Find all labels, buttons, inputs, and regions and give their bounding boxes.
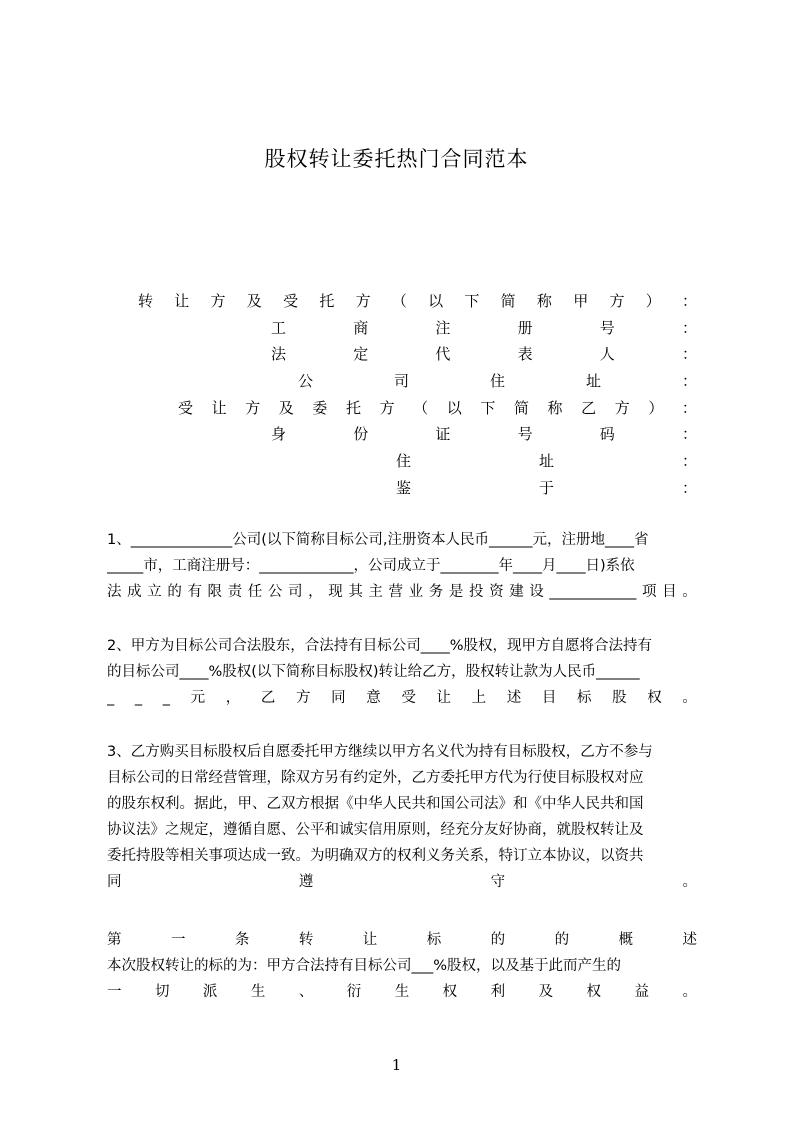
- text-char: 上: [471, 690, 487, 706]
- text-char: 股: [612, 690, 627, 706]
- text-char: 。: [682, 984, 697, 1000]
- whereas-field: [396, 478, 697, 498]
- text-char: 任: [247, 584, 263, 600]
- text-char: 受: [283, 292, 299, 310]
- text-char: 营: [388, 584, 404, 600]
- text-char: 述: [682, 932, 697, 948]
- text-char: 以: [446, 399, 462, 417]
- text-char: 一: [170, 932, 186, 948]
- text-char: 号: [599, 319, 615, 337]
- text-char: 于: [538, 479, 554, 497]
- text-char: 责: [227, 584, 243, 600]
- text-char: 成: [127, 584, 142, 600]
- text-char: ：: [681, 319, 697, 337]
- transferee-field: [178, 398, 697, 418]
- text-char: 法: [107, 584, 122, 600]
- text-char: 项: [642, 584, 657, 600]
- text-char: _: [134, 690, 143, 706]
- text-char: 让: [174, 292, 190, 310]
- text-char: 资: [489, 584, 504, 600]
- text-char: 一: [107, 984, 122, 1000]
- text-char: 派: [202, 984, 218, 1000]
- company-address-field: [298, 371, 697, 391]
- text-char: ：: [681, 399, 697, 417]
- id-number-field: [271, 424, 697, 444]
- text-char: 转: [138, 292, 154, 310]
- text-char: 限: [207, 584, 223, 600]
- text-char: 权: [647, 690, 662, 706]
- text-char: （: [391, 292, 407, 310]
- text-char: 份: [353, 425, 369, 443]
- text-char: 方: [609, 292, 625, 310]
- text-char: 表: [517, 345, 533, 363]
- text-char: 方: [245, 399, 261, 417]
- address-field: [396, 451, 697, 471]
- text-char: 方: [296, 690, 311, 706]
- text-char: 标: [577, 690, 592, 706]
- text-char: 目: [662, 584, 677, 600]
- text-char: ，: [225, 690, 241, 706]
- text-char: 简: [513, 399, 529, 417]
- text-char: 码: [599, 425, 615, 443]
- text-char: 委: [312, 399, 328, 417]
- text-char: 生: [250, 984, 266, 1000]
- text-char: 下: [480, 399, 496, 417]
- text-char: 目: [541, 690, 557, 706]
- text-char: 利: [490, 984, 506, 1000]
- text-char: 的: [490, 932, 506, 948]
- text-char: 让: [211, 399, 227, 417]
- clause-2-line-2: 的目标公司____%股权(以下简称目标股权)转让给乙方，股权转让款为人民币______: [107, 664, 640, 680]
- text-char: 转: [298, 932, 314, 948]
- text-char: ____________: [549, 584, 637, 600]
- text-char: 以: [428, 292, 444, 310]
- text-char: 方: [210, 292, 226, 310]
- text-char: 注: [435, 319, 451, 337]
- text-char: _: [107, 690, 115, 706]
- text-char: 概: [618, 932, 633, 948]
- text-char: 现: [328, 584, 343, 600]
- text-char: 受: [401, 690, 416, 706]
- text-char: 公: [267, 584, 283, 600]
- text-char: 是: [448, 584, 464, 600]
- text-char: 乙: [260, 690, 276, 706]
- text-char: 称: [547, 399, 563, 417]
- text-char: 权: [586, 984, 602, 1000]
- text-char: 住: [489, 372, 505, 390]
- text-char: ：: [681, 345, 697, 363]
- text-char: 的: [554, 932, 570, 948]
- text-char: 设: [529, 584, 544, 600]
- text-char: 称: [536, 292, 552, 310]
- text-char: 述: [506, 690, 522, 706]
- text-char: 建: [509, 584, 524, 600]
- text-char: 代: [435, 345, 451, 363]
- text-char: 号: [517, 425, 533, 443]
- text-char: 条: [234, 932, 250, 948]
- clause-3-line-4: 协议法》之规定，遵循自愿、公平和诚实信用原则，经充分友好协商，就股权转让及: [107, 822, 644, 838]
- text-char: 的: [167, 584, 182, 600]
- text-char: 定: [353, 345, 369, 363]
- clause-1-line-3: [107, 579, 697, 605]
- text-char: 生: [394, 984, 410, 1000]
- article-1-line-1: 本次股权转让的标的为：甲方合法持有目标公司___%股权，以及基于此而产生的: [107, 958, 622, 974]
- text-char: 鉴: [396, 479, 412, 497]
- text-char: ：: [681, 372, 697, 390]
- clause-3: [107, 739, 697, 895]
- clause-3-line-5: 委托持股等相关事项达成一致。为明确双方的权利义务关系，特订立本协议，以资共: [107, 848, 644, 864]
- clause-1: [107, 527, 697, 605]
- text-char: 身: [271, 425, 287, 443]
- clause-2: [107, 633, 697, 711]
- article-1-line-2: [107, 979, 697, 1005]
- text-char: ，: [308, 584, 323, 600]
- text-char: 让: [362, 932, 378, 948]
- article-1-heading: [107, 927, 697, 953]
- text-char: 。: [682, 690, 697, 706]
- text-char: 法: [271, 345, 287, 363]
- article-1: [107, 927, 697, 1005]
- text-char: 衍: [346, 984, 362, 1000]
- text-char: 标: [426, 932, 442, 948]
- text-char: 工: [271, 319, 287, 337]
- text-char: 业: [408, 584, 424, 600]
- text-char: 第: [107, 932, 122, 948]
- clause-1-line-2: _____市，工商注册号：_____________，公司成立于________年____月____日)系依: [107, 558, 635, 574]
- text-char: ：: [681, 425, 697, 443]
- text-char: 及: [278, 399, 294, 417]
- text-char: 受: [178, 399, 194, 417]
- text-char: 证: [435, 425, 451, 443]
- text-char: 方: [355, 292, 371, 310]
- text-char: ）: [645, 292, 661, 310]
- text-char: 主: [368, 584, 383, 600]
- text-char: 方: [379, 399, 395, 417]
- clause-3-line-1: 3、乙方购买目标股权后自愿委托甲方继续以甲方名义代为持有目标股权，乙方不参与: [107, 744, 653, 760]
- text-char: 投: [468, 584, 484, 600]
- text-char: _: [162, 690, 170, 706]
- clause-3-line-6: [107, 869, 697, 895]
- text-char: 方: [614, 399, 630, 417]
- text-char: 司: [287, 584, 303, 600]
- text-char: 。: [682, 584, 697, 600]
- text-char: 有: [187, 584, 202, 600]
- text-char: 其: [348, 584, 363, 600]
- text-char: 址: [538, 452, 554, 470]
- text-char: 托: [319, 292, 335, 310]
- text-char: 甲: [573, 292, 589, 310]
- text-char: ）: [648, 399, 664, 417]
- text-char: 立: [147, 584, 162, 600]
- clause-2-line-1: 2、甲方为目标公司合法股东，合法持有目标公司____%股权，现甲方自愿将合法持有: [107, 638, 653, 654]
- text-char: 及: [538, 984, 554, 1000]
- text-char: 简: [500, 292, 516, 310]
- legal-rep-field: [271, 344, 697, 364]
- text-char: ：: [681, 292, 697, 310]
- text-char: 公: [298, 372, 314, 390]
- clause-3-line-3: 的股东权利。据此，甲、乙双方根据《中华人民共和国公司法》和《中华人民共和国: [107, 796, 644, 812]
- text-char: 司: [393, 372, 409, 390]
- text-char: 益: [634, 984, 649, 1000]
- text-char: 商: [353, 319, 369, 337]
- text-char: 。: [682, 874, 697, 890]
- text-char: 下: [464, 292, 480, 310]
- text-char: 、: [298, 984, 314, 1000]
- text-char: 守: [490, 874, 506, 890]
- text-char: 意: [366, 690, 381, 706]
- text-char: 托: [345, 399, 361, 417]
- text-char: ：: [681, 452, 697, 470]
- text-char: 册: [517, 319, 533, 337]
- text-char: 同: [107, 874, 122, 890]
- text-char: 权: [442, 984, 458, 1000]
- document-title: 股权转让委托热门合同范本: [264, 147, 529, 171]
- text-char: 让: [436, 690, 451, 706]
- clause-2-line-3: [107, 685, 697, 711]
- text-char: 乙: [581, 399, 597, 417]
- text-char: 同: [331, 690, 346, 706]
- text-char: 切: [154, 984, 170, 1000]
- text-char: 元: [190, 690, 206, 706]
- text-char: 址: [585, 372, 601, 390]
- clause-3-line-2: 目标公司的日常经营管理，除双方另有约定外，乙方委托甲方代为行使目标股权对应: [107, 770, 644, 786]
- reg-no-field: [271, 318, 697, 338]
- text-char: （: [413, 399, 429, 417]
- text-char: 务: [428, 584, 444, 600]
- text-char: 及: [246, 292, 262, 310]
- text-char: 住: [396, 452, 412, 470]
- clause-1-line-1: 1、______________公司(以下简称目标公司,注册资本人民币______元，注册地____省: [107, 532, 649, 548]
- text-char: 遵: [298, 874, 314, 890]
- text-char: 人: [599, 345, 615, 363]
- text-char: ：: [681, 479, 697, 497]
- page-number: 1: [391, 1056, 402, 1074]
- transferor-field: [138, 291, 697, 311]
